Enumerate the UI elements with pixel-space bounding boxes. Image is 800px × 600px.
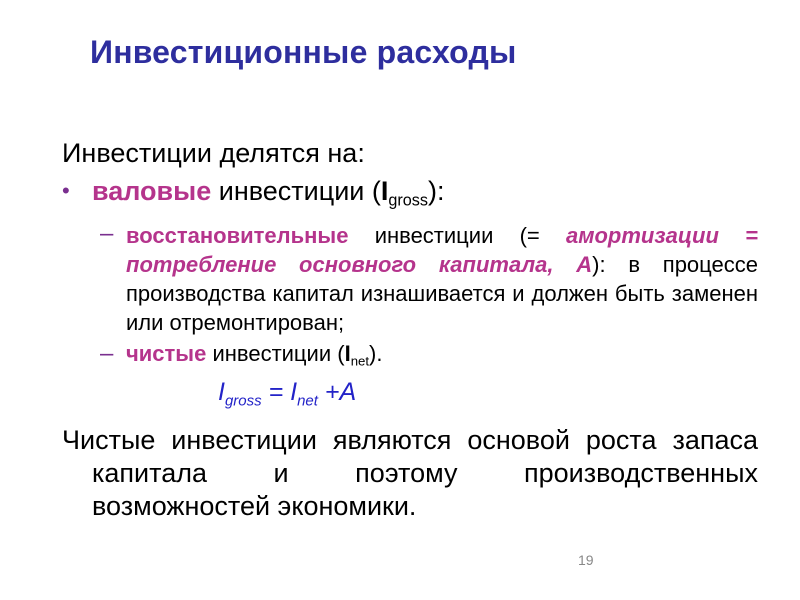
formula-rhs: $I_{net}$ (290, 378, 318, 410)
formula-equals: = (261, 378, 291, 406)
slide-title: Инвестиционные расходы (90, 34, 517, 70)
symbol-i-net: $I_{net}$ (344, 341, 370, 369)
closing-paragraph: Чистые инвестиции являются основой роста запаса капитала и поэтому производственных возможностей экономики. (62, 425, 758, 521)
sub2-close: ). (369, 341, 383, 366)
sub1-text-b: ): в процессе производства капитал изнашивается и должен быть заменен или отремонтирован; (126, 252, 758, 335)
dash-icon: – (100, 340, 114, 367)
dash-icon: – (100, 220, 114, 247)
sub1-text-a: инвестиции (= (348, 223, 566, 248)
sub2-text: инвестиции ( (206, 341, 345, 366)
symbol-i-gross: $I_{gross}$ (380, 176, 428, 210)
formula (218, 378, 356, 409)
term-gross: валовые (92, 176, 212, 206)
term-replacement: восстановительные (126, 223, 349, 248)
bullet-gross-investment (92, 176, 444, 211)
sub-bullet-replacement (126, 221, 758, 337)
bullet-icon: • (62, 178, 70, 203)
intro-text: Инвестиции делятся на: (62, 138, 365, 168)
page-number: 19 (578, 552, 594, 568)
formula-plus-a: +A (317, 378, 357, 406)
bullet-text: инвестиции ( (211, 176, 381, 206)
sub-bullet-net (126, 341, 382, 369)
bullet-close: ): (427, 176, 445, 206)
term-net: чистые (126, 341, 207, 366)
formula-lhs: $I_{gross}$ (218, 378, 262, 410)
amortization-text: амортизации = потребление основного капитала, A (126, 223, 758, 277)
